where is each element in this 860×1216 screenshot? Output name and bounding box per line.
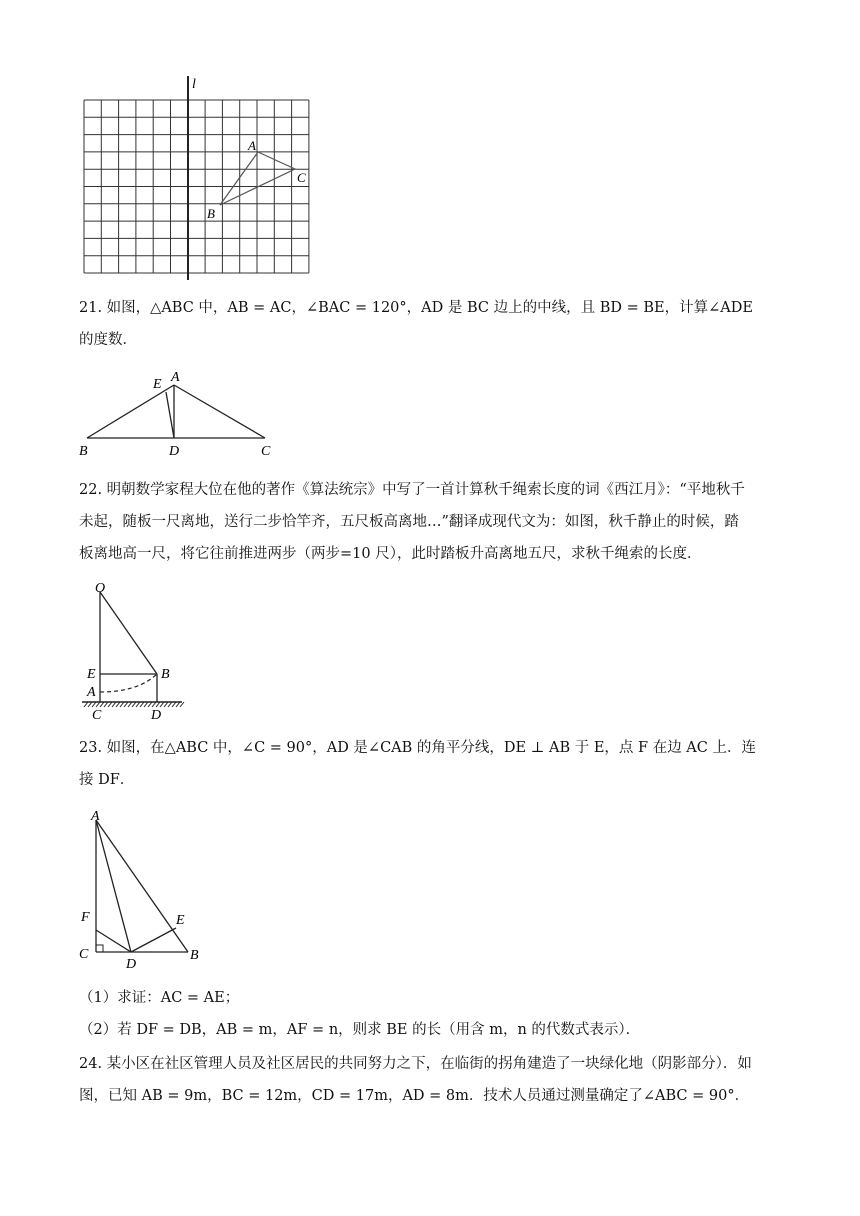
- question-24: [79, 1048, 784, 1112]
- q22-label-B: B: [161, 667, 170, 682]
- question-23: [79, 732, 784, 796]
- q22-line1: 22. 明朝数学家程大位在他的著作《算法统宗》中写了一首计算秋千绳索长度的词《西江月》：“平地秋千: [79, 482, 745, 498]
- q22-label-E: E: [87, 667, 96, 682]
- q22-line2: 未起，随板一尺离地，送行二步恰竿齐，五尺板高离地…”翻译成现代文为：如图，秋千静止的时候，踏: [79, 514, 739, 530]
- label-B: B: [207, 206, 215, 221]
- q23-line2: 接 DF．: [79, 772, 135, 788]
- q21-label-C: C: [261, 444, 271, 459]
- q21-label-E: E: [153, 377, 162, 392]
- question-22: [79, 474, 784, 570]
- q23-label-B: B: [190, 948, 199, 963]
- q22-label-O: O: [95, 581, 106, 596]
- q23-label-F: F: [81, 910, 90, 925]
- q21-label-D: D: [169, 444, 180, 459]
- q22-label-D: D: [151, 708, 162, 722]
- q23-label-D: D: [126, 957, 137, 971]
- q23-label-C: C: [79, 947, 89, 962]
- q22-line3: 板离地高一尺，将它往前推进两步（两步=10 尺），此时踏板升高离地五尺，求秋千绳索的长度．: [79, 546, 702, 562]
- q24-line1: 24. 某小区在社区管理人员及社区居民的共同努力之下，在临街的拐角建造了一块绿化地（阴影部分）．如: [79, 1056, 752, 1072]
- q23-label-A: A: [91, 809, 100, 824]
- q21-figure: [75, 366, 285, 460]
- q23-parts: [79, 982, 784, 1046]
- q21-line2: 的度数．: [79, 332, 137, 348]
- grid-figure: [78, 72, 318, 284]
- q24-line2: 图，已知 AB = 9m，BC = 12m，CD = 17m，AD = 8m．技术人员通过测量确定了∠ABC = 90°．: [79, 1088, 750, 1104]
- q23-label-E: E: [176, 913, 185, 928]
- label-A: A: [248, 138, 256, 153]
- q22-label-C: C: [92, 708, 102, 722]
- grid-lines: [84, 100, 309, 273]
- label-l: l: [192, 77, 196, 92]
- q22-label-A: A: [87, 685, 96, 700]
- q23-line1: 23. 如图，在△ABC 中，∠C = 90°，AD 是∠CAB 的角平分线，DE ⊥ AB 于 E，点 F 在边 AC 上．连: [79, 740, 756, 756]
- question-21: [79, 292, 784, 356]
- q23-part2: （2）若 DF = DB，AB = m，AF = n，则求 BE 的长（用含 m，n 的代数式表示）．: [79, 1022, 641, 1038]
- q22-figure: [78, 580, 188, 722]
- q23-figure: [76, 806, 206, 971]
- q21-label-B: B: [79, 444, 88, 459]
- q23-part1: （1）求证：AC = AE；: [79, 990, 240, 1006]
- q21-label-A: A: [171, 370, 180, 385]
- label-C: C: [297, 170, 306, 185]
- q21-line1: 21. 如图，△ABC 中，AB = AC，∠BAC = 120°，AD 是 BC 边上的中线，且 BD = BE，计算∠ADE: [79, 300, 753, 316]
